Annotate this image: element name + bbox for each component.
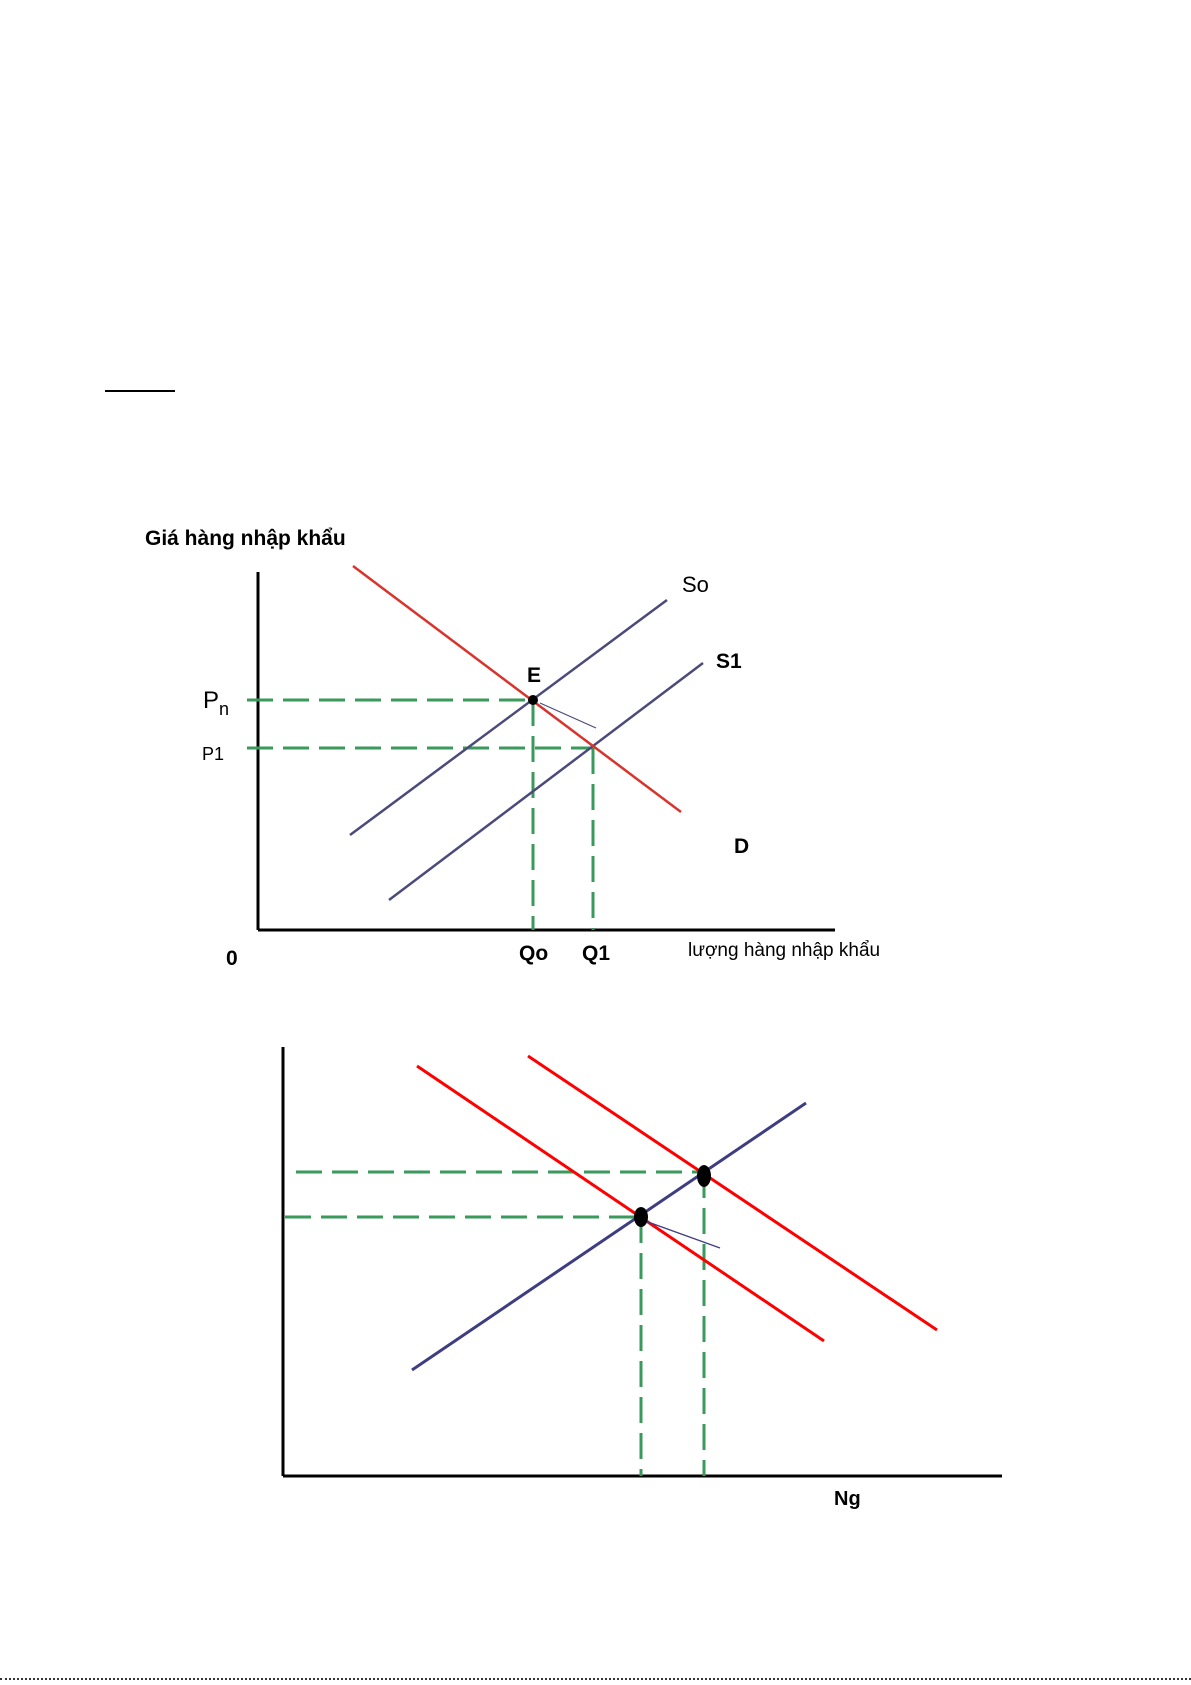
d1-equilibrium-point [528, 695, 538, 705]
d1-q0-label: Qo [519, 942, 549, 965]
page-bottom-dotted-border [0, 1678, 1191, 1680]
diagram-1 [145, 527, 880, 970]
d2-demand-right-line [528, 1056, 937, 1330]
d1-pn-label: $P_n$ [203, 687, 230, 719]
d1-supply-s0-line [350, 600, 667, 835]
d1-x-axis-label: lượng hàng nhập khẩu [688, 940, 881, 961]
d1-demand-line [353, 566, 681, 812]
d1-pointer-line [540, 703, 596, 728]
diagram-2 [283, 1047, 1002, 1510]
d2-supply-line [412, 1103, 806, 1370]
d2-demand-left-line [417, 1066, 824, 1341]
d2-lower-equilibrium-point [634, 1207, 648, 1227]
d1-origin-label: 0 [226, 947, 238, 970]
d1-s1-label: S1 [716, 650, 742, 673]
d1-e-label: E [527, 664, 542, 687]
d1-s0-label: So [682, 572, 709, 597]
d2-upper-equilibrium-point [697, 1165, 711, 1187]
d2-x-axis-label: Ng [834, 1488, 861, 1510]
d2-pointer-line [648, 1222, 720, 1248]
d1-q1-label: Q1 [582, 942, 611, 965]
d1-d-label: D [734, 835, 750, 858]
d1-y-axis-label: Giá hàng nhập khẩu [145, 527, 346, 550]
d1-p1-label: P1 [202, 744, 225, 764]
